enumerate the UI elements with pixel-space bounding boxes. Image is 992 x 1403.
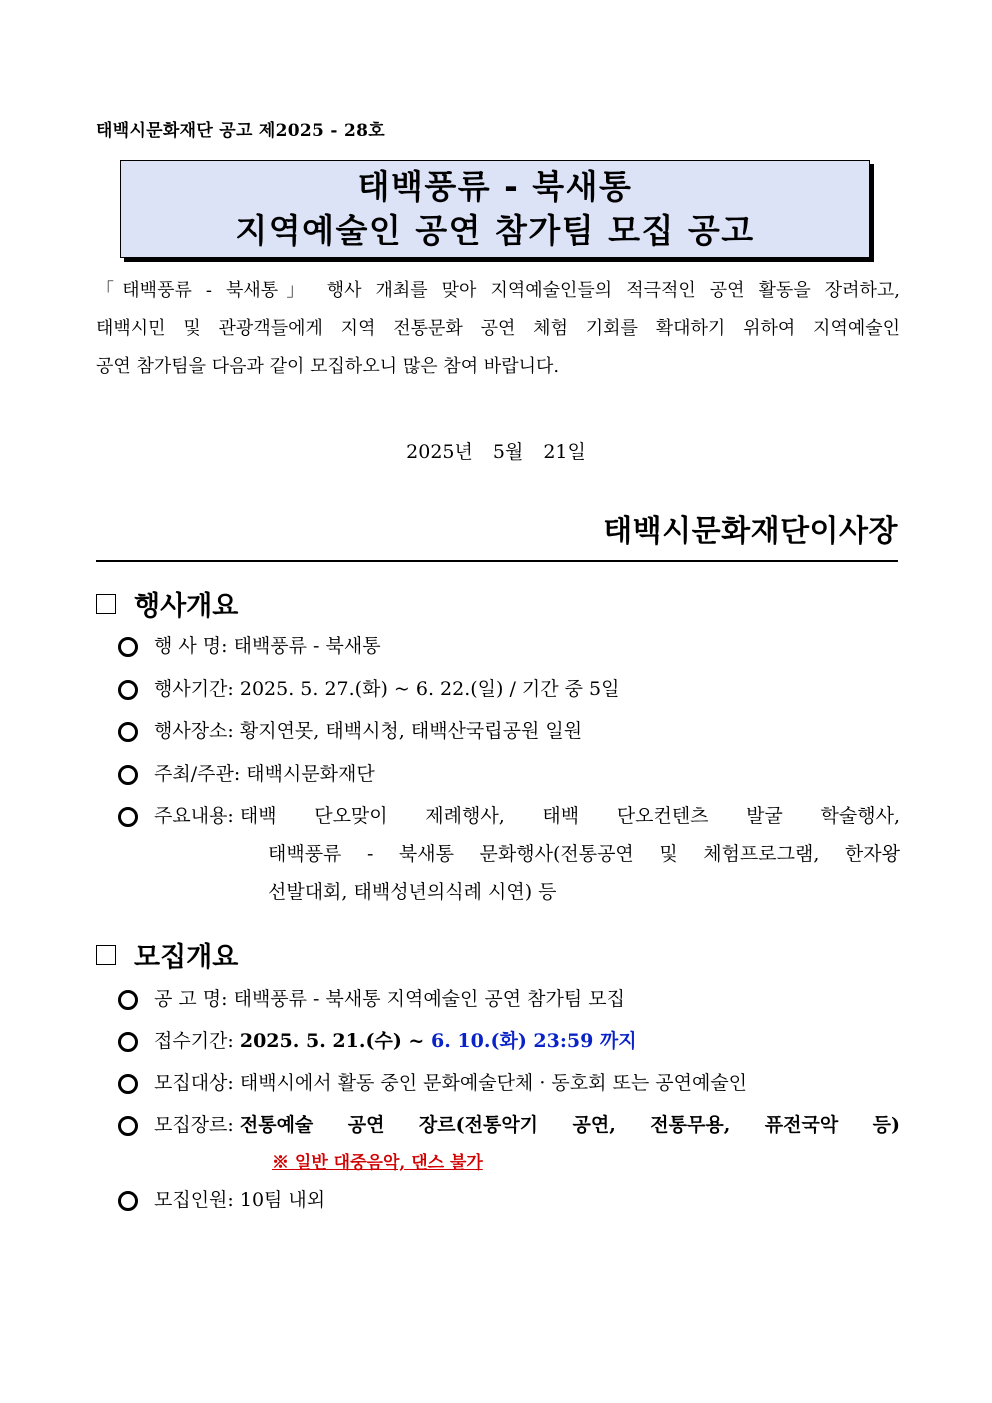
item-label: 행사기간: <box>154 678 240 700</box>
event-host-item <box>118 760 900 788</box>
circle-bullet-icon <box>118 765 138 785</box>
event-content-line-3: 선발대회, 태백성년의식례 시연) 등 <box>268 881 557 903</box>
notice-date <box>0 437 992 464</box>
recruit-period-item <box>118 1027 900 1055</box>
date-day: 21일 <box>543 441 586 463</box>
intro-line-3: 공연 참가팀을 다음과 같이 모집하오니 많은 참여 바랍니다. <box>96 356 560 377</box>
item-label: 접수기간: <box>154 1030 240 1052</box>
divider <box>96 560 898 562</box>
section-heading: 모집개요 <box>134 942 239 973</box>
circle-bullet-icon <box>118 1074 138 1094</box>
intro-paragraph <box>96 272 900 386</box>
event-name-item <box>118 632 900 660</box>
item-value: 전통예술 공연 장르(전통악기 공연, 전통무용, 퓨전국악 등) <box>239 1114 900 1136</box>
intro-line-2: 태백시민 및 관광객들에게 지역 전통문화 공연 체험 기회를 확대하기 위하여 지역예술인 <box>96 318 900 339</box>
item-value: 10팀 내외 <box>239 1189 326 1211</box>
item-label: 주최/주관: <box>154 763 247 785</box>
section-recruitment <box>96 935 238 974</box>
recruit-target-item <box>118 1069 900 1097</box>
item-label: 행사장소: <box>154 720 240 742</box>
genre-note-text: ※ 일반 대중음악, 댄스 불가 <box>272 1153 483 1173</box>
period-end: 6. 10.(화) 23:59 까지 <box>430 1030 637 1052</box>
square-bullet-icon <box>96 594 116 614</box>
item-value: 2025. 5. 27.(화) ~ 6. 22.(일) / 기간 중 5일 <box>239 678 620 700</box>
item-value: 황지연못, 태백시청, 태백산국립공원 일원 <box>239 720 583 742</box>
item-value: 태백 단오맞이 제례행사, 태백 단오컨텐츠 발굴 학술행사, <box>239 805 900 827</box>
circle-bullet-icon <box>118 1191 138 1211</box>
genre-note <box>272 1148 904 1177</box>
item-label: 행 사 명: <box>154 635 234 657</box>
recruit-count-item <box>118 1186 900 1214</box>
item-label: 주요내용: <box>154 805 240 827</box>
issuer: 태백시문화재단이사장 <box>603 514 898 549</box>
circle-bullet-icon <box>118 680 138 700</box>
item-value <box>240 1027 900 1055</box>
item-value: 태백시문화재단 <box>246 763 375 785</box>
recruit-title-item <box>118 985 900 1013</box>
item-label: 모집장르: <box>154 1114 240 1136</box>
circle-bullet-icon <box>118 637 138 657</box>
circle-bullet-icon <box>118 990 138 1010</box>
event-venue-item <box>118 717 900 745</box>
event-content-item <box>118 802 900 830</box>
period-start: 2025. 5. 21.(수) ~ <box>239 1030 431 1052</box>
title-line-2: 지역예술인 공연 참가팀 모집 공고 <box>235 211 755 250</box>
item-value: 태백풍류 - 북새통 지역예술인 공연 참가팀 모집 <box>233 988 625 1010</box>
notice-number: 태백시문화재단 공고 제2025 - 28호 <box>96 121 385 141</box>
circle-bullet-icon <box>118 1116 138 1136</box>
circle-bullet-icon <box>118 1032 138 1052</box>
title-line-1: 태백풍류 - 북새통 <box>357 167 633 206</box>
intro-line-1: 「태백풍류 - 북새통」 행사 개최를 맞아 지역예술인들의 적극적인 공연 활동을 장려하고, <box>96 280 900 301</box>
event-content-line-2: 태백풍류 - 북새통 문화행사(전통공연 및 체험프로그램, 한자왕 <box>268 843 900 865</box>
square-bullet-icon <box>96 945 116 965</box>
date-month: 5월 <box>492 441 524 463</box>
item-value: 태백풍류 - 북새통 <box>233 635 381 657</box>
item-label: 공 고 명: <box>154 988 234 1010</box>
event-period-item <box>118 675 900 703</box>
item-label: 모집인원: <box>154 1189 240 1211</box>
title-box <box>120 160 870 258</box>
item-label: 모집대상: <box>154 1072 240 1094</box>
section-heading: 행사개요 <box>134 591 239 622</box>
recruit-genre-item <box>118 1111 900 1139</box>
section-event-overview <box>96 584 238 623</box>
date-year: 2025년 <box>406 441 473 463</box>
circle-bullet-icon <box>118 807 138 827</box>
circle-bullet-icon <box>118 722 138 742</box>
item-value: 태백시에서 활동 중인 문화예술단체 · 동호회 또는 공연예술인 <box>239 1072 748 1094</box>
